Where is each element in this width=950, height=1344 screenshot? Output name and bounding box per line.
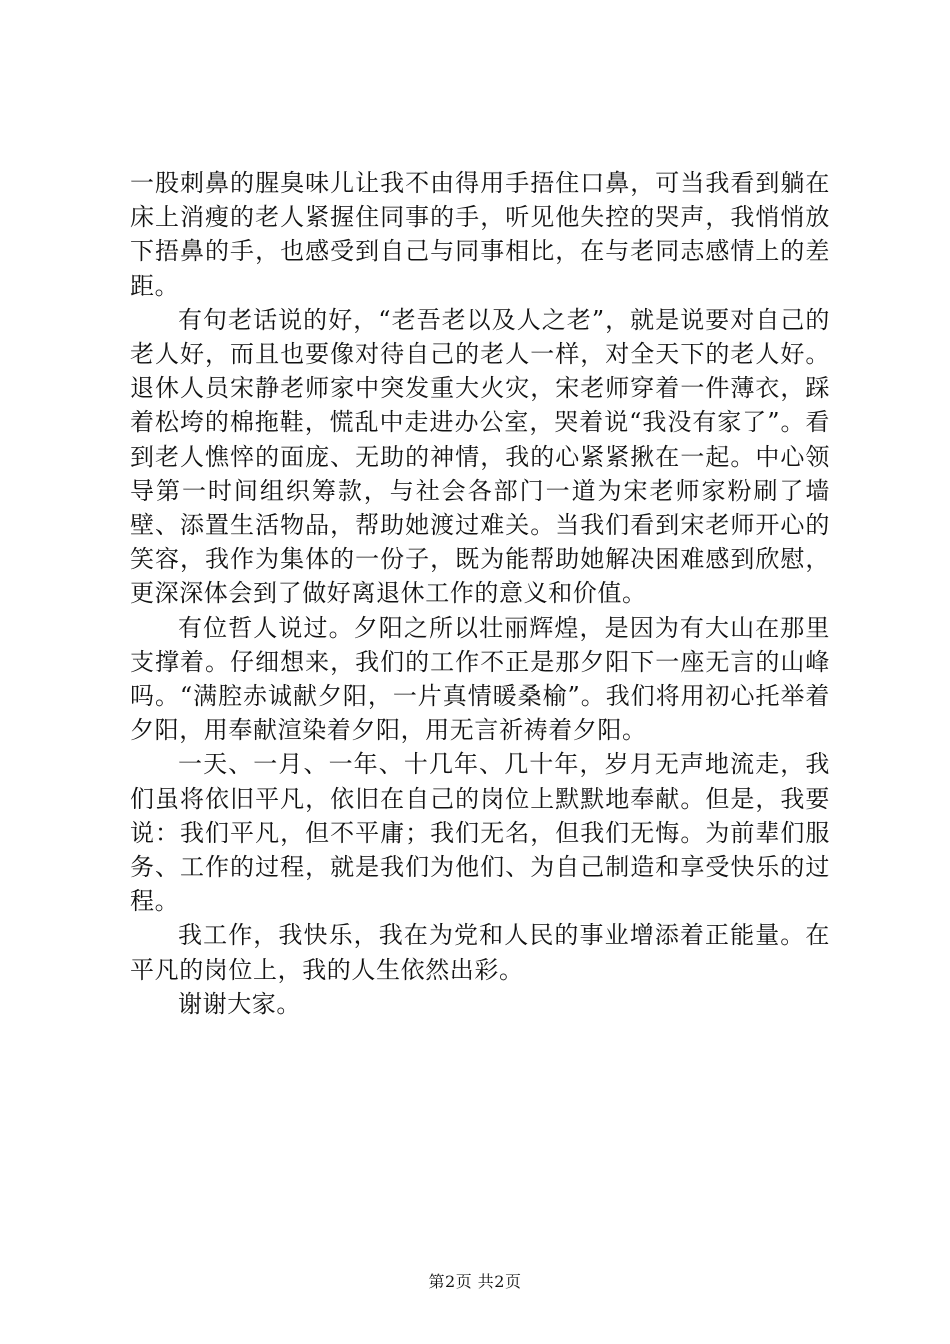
paragraph-1: 一股刺鼻的腥臭味儿让我不由得用手捂住口鼻，可当我看到躺在床上消瘦的老人紧握住同事的手，听见他失控的哭声，我悄悄放下捂鼻的手，也感受到自己与同事相比，在与老同志感情上的差距。	[130, 169, 830, 300]
paragraph-5: 我工作，我快乐，我在为党和人民的事业增添着正能量。在平凡的岗位上，我的人生依然出彩。	[130, 921, 830, 984]
paragraph-6: 谢谢大家。	[178, 989, 301, 1018]
paragraph-3: 有位哲人说过。夕阳之所以壮丽辉煌，是因为有大山在那里支撑着。仔细想来，我们的工作不正是那夕阳下一座无言的山峰吗。“满腔赤诚献夕阳，一片真情暖桑榆”。我们将用初心托举着夕阳，用奉献渲染着夕阳，用无言祈祷着夕阳。	[130, 613, 830, 745]
paragraph-2: 有句老话说的好，“老吾老以及人之老”，就是说要对自己的老人好，而且也要像对待自己的老人一样，对全天下的老人好。退休人员宋静老师家中突发重大火灾，宋老师穿着一件薄衣，踩着松垮的棉拖鞋，慌乱中走进办公室，哭着说“我没有家了”。看到老人憔悴的面庞、无助的神情，我的心紧紧揪在一起。中心领导第一时间组织筹款，与社会各部门一道为宋老师家粉刷了墙壁、添置生活物品，帮助她渡过难关。当我们看到宋老师开心的笑容，我作为集体的一份子，既为能帮助她解决困难感到欣慰，更深深体会到了做好离退休工作的意义和价值。	[130, 305, 830, 608]
paragraph-4: 一天、一月、一年、十几年、几十年，岁月无声地流走，我们虽将依旧平凡，依旧在自己的岗位上默默地奉献。但是，我要说：我们平凡，但不平庸；我们无名，但我们无悔。为前辈们服务、工作的过程，就是我们为他们、为自己制造和享受快乐的过程。	[130, 750, 830, 916]
document-body	[130, 166, 830, 1021]
page-number-footer: 第2页 共2页	[428, 1272, 522, 1291]
